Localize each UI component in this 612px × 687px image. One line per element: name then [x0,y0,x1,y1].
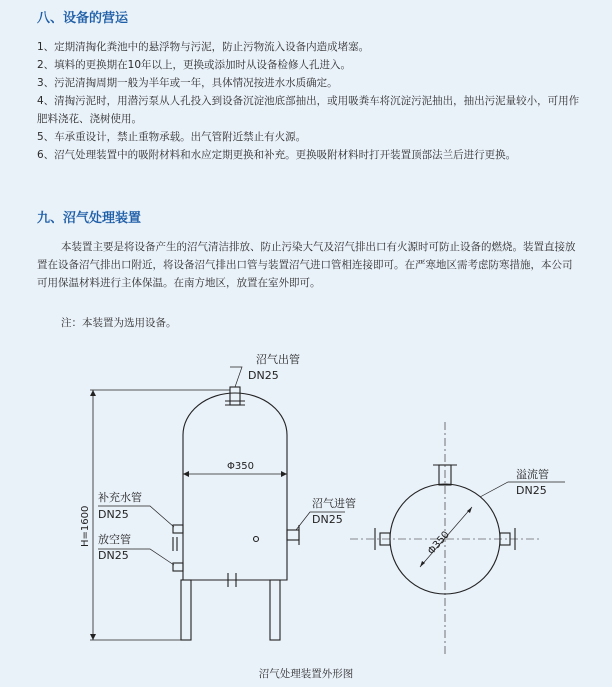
list-item: 5、车承重设计，禁止重物承载。出气管附近禁止有火源。 [37,131,307,143]
right-leg [270,580,280,640]
diagram-caption: 沼气处理装置外形图 [258,668,354,680]
tank-body [183,393,287,580]
height-label: H=1600 [80,505,91,547]
list-item: 1、定期清掏化粪池中的悬浮物与污泥，防止污物流入设备内造成堵塞。 [37,41,370,53]
refill-pipe [173,525,183,533]
plan-view [350,422,565,657]
diameter-label: Φ350 [227,461,254,472]
biogas-device-diagram [0,337,612,667]
list-item: 3、污泥清掏周期一般为半年或一年，具体情况按进水水质确定。 [37,77,338,89]
maintenance-list [37,38,582,164]
inlet-pipe [287,530,299,540]
plan-diameter-label: Φ350 [425,529,452,557]
drain-pipe [173,563,183,571]
overflow-label: 溢流管 [516,468,549,481]
section-9-title: 九、沼气处理装置 [37,211,142,226]
refill-size: DN25 [98,508,129,521]
inlet-label: 沼气进管 [312,497,356,510]
outlet-pipe [230,387,240,405]
list-item: 4、清掏污泥时，用潜污泵从人孔投入到设备沉淀池底部抽出，或用吸粪车将沉淀污泥抽出，抽出污泥量较小，可用作肥料浇花、浇树使用。 [37,95,580,125]
section-8-title: 八、设备的营运 [37,11,129,26]
inlet-size: DN25 [312,513,343,526]
outlet-size: DN25 [248,369,279,382]
drain-size: DN25 [98,549,129,562]
note: 注：本装置为选用设备。 [61,317,177,329]
left-leg [181,580,191,640]
section-9-paragraph: 本装置主要是将设备产生的沼气清洁排放、防止污染大气及沼气排出口有火源时可防止设备的燃烧。装置直接放置在设备沼气排出口附近，将设备沼气排出口管与装置沼气进口管相连接即可。在严寒地区需考虑防寒措施，本公司可用保温材料进行主体保温。在南方地区，放置在室外即可。 [37,241,576,289]
list-item: 2、填料的更换期在10年以上，更换或添加时从设备检修人孔进入。 [37,59,352,71]
outlet-label: 沼气出管 [256,353,300,366]
overflow-size: DN25 [516,484,547,497]
list-item: 6、沼气处理装置中的吸附材料和水应定期更换和补充。更换吸附材料时打开装置顶部法兰后进行更换。 [37,149,517,161]
drain-label: 放空管 [98,533,131,546]
refill-label: 补充水管 [98,491,142,504]
